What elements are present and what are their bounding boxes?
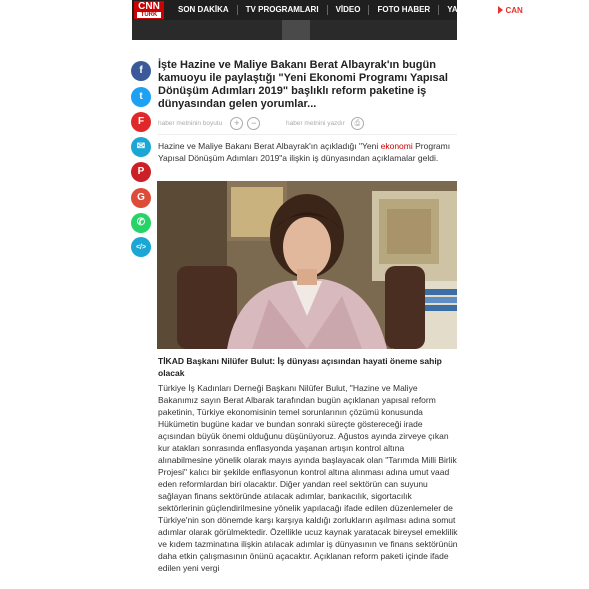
- print-control[interactable]: [286, 117, 364, 130]
- decrease-text-size-icon[interactable]: −: [247, 117, 260, 130]
- print-label: haber metnini yazdır: [286, 120, 345, 127]
- increase-text-size-icon[interactable]: +: [230, 117, 243, 130]
- flipboard-icon: F: [137, 116, 145, 127]
- nav-item-yazarlar[interactable]: YAZARLAR: [447, 5, 491, 14]
- nav-item-video[interactable]: VİDEO: [328, 5, 370, 15]
- article-body: Türkiye İş Kadınları Derneği Başkanı Nilüfer Bulut, "Hazine ve Maliye Bakanımız sayın Berat Albarak tarafından bugün açıklanan yapısal reform paketinin, Türkiye ekonomisinin temel sorunlarının çözümü konusunda Hükümetin bugüne kadar ve bundan sonraki süreçte göstereceği irade açısından büyük önemi olduğunu düşünüyoruz. Ağustos ayında zirveye çıkan kur atakları sonrasında enflasyonda yaşanan artışın kontrol altına alınabilmesine yönelik olarak mayıs ayında başlayacak olan "Tarımda Milli Birlik Projesi" kalıcı bir şekilde enflasyonun kontrol altına alınması adına umut vaad eden reformlardan biri olacaktır. Diğer yandan reel sektörün can suyunu sağlayan finans sektöründe atılacak adımlar, bankacılık, sigortacılık sektörlerinin güçlendirilmesine yönelik yapılacağı ifade edilen düzenlemeler de Türkiye'nin son dönemde karşı karşıya kaldığı zorlukların aşılması adına somut adımlar olarak görülmektedir. Özellikle ucuz kaynak yaratacak bireysel emeklilik ve kıdem tazminatına ilişkin atılacak adımlar iş dünyasının ve finans sektörünün daha etkin çalışmasının önünü açacaktır. Açıklanan reform paketi içinde ifade edilen yeni vergi: [158, 383, 458, 573]
- photo-caption: TİKAD Başkanı Nilüfer Bulut: İş dünyası açısından hayati öneme sahip olacak: [158, 356, 442, 378]
- share-twitter-button[interactable]: [131, 87, 151, 107]
- portrait-illustration: [157, 181, 457, 349]
- text-size-label: haber metninin boyutu: [158, 120, 223, 127]
- nav-item-live[interactable]: [498, 6, 522, 15]
- article-lead: [158, 140, 458, 164]
- google-plus-icon: G: [137, 192, 145, 203]
- divider: [157, 134, 457, 135]
- share-embed-button[interactable]: [131, 237, 151, 257]
- email-icon: ✉: [136, 141, 146, 152]
- lead-text-start: Hazine ve Maliye Bakanı Berat Albayrak'ın açıkladığı "Yeni: [158, 141, 381, 151]
- nav-item-tv-programlari[interactable]: TV PROGRAMLARI: [238, 5, 328, 15]
- lead-text-end: Programı Yapısal Dönüşüm Adımları 2019"a ilişkin iş dünyasından açıklamalar geldi.: [158, 141, 451, 163]
- top-nav-bar: [132, 0, 523, 20]
- pinterest-icon: P: [137, 166, 145, 177]
- text-size-control: [158, 117, 260, 130]
- logo-sub-text: TÜRK: [137, 12, 161, 18]
- keyword-link-ekonomi[interactable]: ekonomi: [380, 141, 413, 151]
- play-icon: [498, 6, 503, 14]
- share-email-button[interactable]: [131, 137, 151, 157]
- embed-icon: </>: [135, 244, 147, 251]
- article-headline: İşte Hazine ve Maliye Bakanı Berat Albayrak'ın bugün kamuoyu ile paylaştığı "Yeni Ekonomi Programı Yapısal Dönüşüm Adımları 2019" başlıklı reform paketine iş dünyasından gelen yorumlar...: [158, 59, 448, 110]
- whatsapp-icon: ✆: [136, 217, 146, 228]
- facebook-icon: f: [139, 65, 143, 76]
- share-pinterest-button[interactable]: [131, 162, 151, 182]
- logo-main-text: CNN: [138, 1, 160, 12]
- live-label: CAN: [505, 5, 523, 15]
- nav-item-foto-haber[interactable]: FOTO HABER: [369, 5, 439, 15]
- hero-highlight: [282, 20, 310, 40]
- cnn-turk-logo[interactable]: [134, 1, 164, 19]
- article-photo: [157, 181, 457, 349]
- share-whatsapp-button[interactable]: [131, 213, 151, 233]
- share-google-plus-button[interactable]: [131, 188, 151, 208]
- main-nav: [170, 0, 523, 20]
- hero-image-strip: [132, 20, 457, 40]
- share-flipboard-button[interactable]: [131, 112, 151, 132]
- print-icon[interactable]: ⎙: [351, 117, 364, 130]
- nav-item-son-dakika[interactable]: SON DAKİKA: [170, 5, 238, 15]
- share-facebook-button[interactable]: [131, 61, 151, 81]
- twitter-icon: t: [139, 91, 143, 102]
